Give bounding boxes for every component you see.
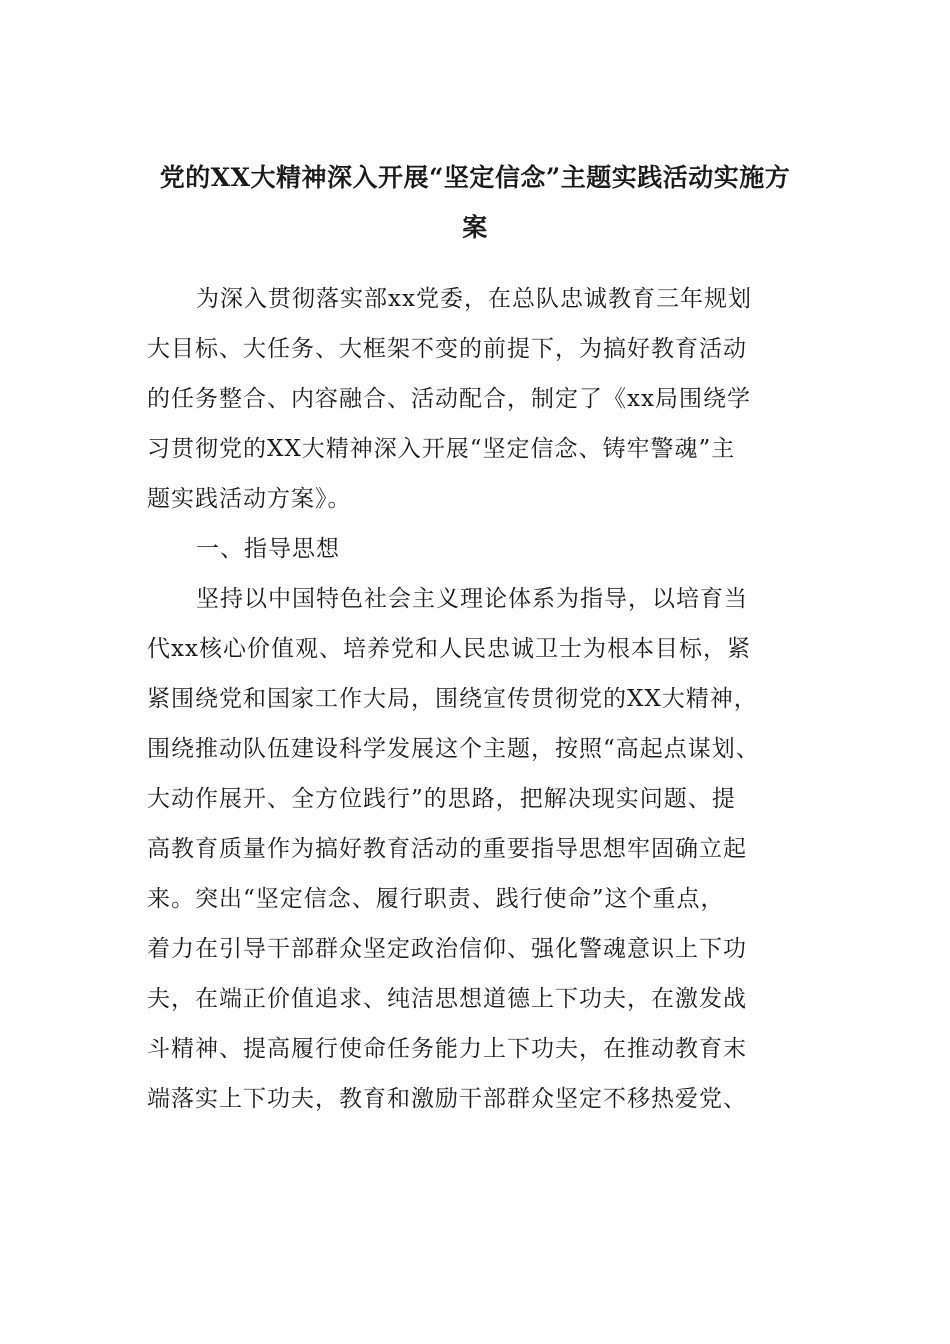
document-title-line-1: 党的XX大精神深入开展“坚定信念”主题实践活动实施方 bbox=[159, 163, 791, 192]
body-paragraph-line-5: 大动作展开、全方位践行”的思路，把解决现实问题、提 bbox=[147, 786, 736, 812]
body-paragraph-line-7: 来。突出“坚定信念、履行职责、践行使命”这个重点， bbox=[147, 886, 725, 912]
intro-paragraph-line-4: 习贯彻党的XX大精神深入开展“坚定信念、铸牢警魂”主 bbox=[147, 436, 736, 462]
body-paragraph-line-1: 坚持以中国特色社会主义理论体系为指导，以培育当 bbox=[196, 586, 748, 612]
intro-paragraph-line-2: 大目标、大任务、大框架不变的前提下，为搞好教育活动 bbox=[147, 336, 747, 362]
body-paragraph-line-3: 紧围绕党和国家工作大局，围绕宣传贯彻党的XX大精神， bbox=[147, 686, 758, 712]
intro-paragraph-line-3: 的任务整合、内容融合、活动配合，制定了《xx局围绕学 bbox=[147, 386, 751, 412]
intro-paragraph-line-1: 为深入贯彻落实部xx党委，在总队忠诚教育三年规划 bbox=[196, 286, 752, 312]
body-paragraph-line-4: 围绕推动队伍建设科学发展这个主题，按照“高起点谋划、 bbox=[147, 736, 760, 762]
section-heading-guiding-ideology: 一、指导思想 bbox=[196, 536, 340, 562]
body-paragraph-line-6: 高教育质量作为搞好教育活动的重要指导思想牢固确立起 bbox=[147, 836, 747, 862]
document-title-line-2: 案 bbox=[462, 213, 488, 242]
body-paragraph-line-8: 着力在引导干部群众坚定政治信仰、强化警魂意识上下功 bbox=[147, 936, 747, 962]
body-paragraph-line-11: 端落实上下功夫，教育和激励干部群众坚定不移热爱党、 bbox=[147, 1086, 747, 1112]
intro-paragraph-line-5: 题实践活动方案》。 bbox=[147, 486, 352, 512]
body-paragraph-line-10: 斗精神、提高履行使命任务能力上下功夫，在推动教育末 bbox=[147, 1036, 747, 1062]
body-paragraph-line-9: 夫，在端正价值追求、纯洁思想道德上下功夫，在激发战 bbox=[147, 986, 747, 1012]
body-paragraph-line-2: 代xx核心价值观、培养党和人民忠诚卫士为根本目标，紧 bbox=[147, 636, 751, 662]
